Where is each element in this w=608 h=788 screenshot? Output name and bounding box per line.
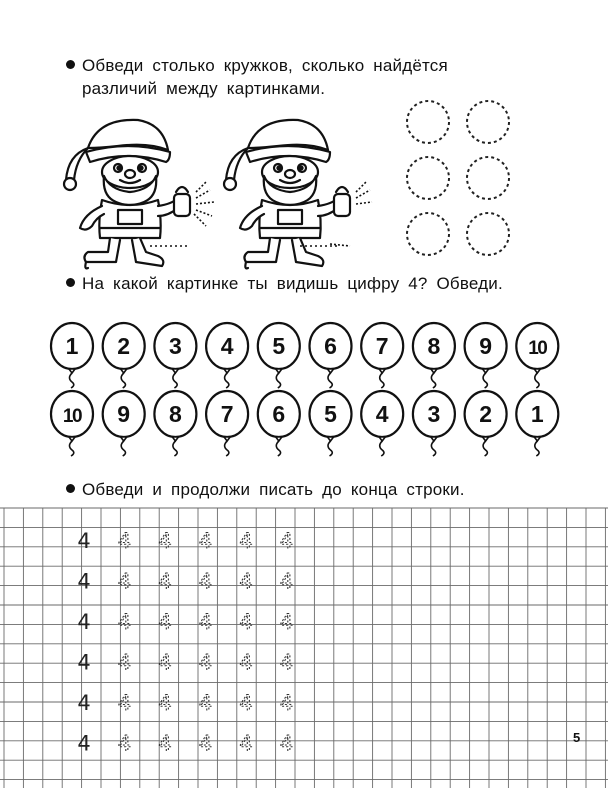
task-1-line-2: различий между картинками.: [82, 79, 326, 98]
balloon-number: 1: [530, 401, 544, 427]
balloon-number: 8: [427, 333, 441, 359]
trace-digit[interactable]: 4: [198, 650, 213, 675]
balloon-number: 3: [169, 333, 182, 359]
trace-digit[interactable]: 4: [279, 691, 294, 715]
balloon-number: 1: [65, 333, 79, 359]
sample-digit: 4: [77, 569, 91, 594]
balloon-number: 4: [220, 333, 234, 359]
trace-digit[interactable]: 4: [239, 529, 253, 553]
trace-digit[interactable]: 4: [279, 731, 294, 756]
balloon-number: 9: [479, 333, 492, 359]
trace-digit[interactable]: 4: [239, 569, 253, 594]
trace-digit[interactable]: 4: [117, 569, 132, 594]
balloon-number: 6: [272, 401, 286, 427]
trace-digit[interactable]: 4: [158, 691, 172, 715]
trace-digit[interactable]: 4: [158, 650, 172, 675]
task-2-line-1: На какой картинке ты видишь цифру 4? Обведи.: [82, 274, 503, 293]
trace-digit[interactable]: 4: [158, 610, 172, 634]
trace-digit[interactable]: 4: [117, 529, 132, 553]
page-number: 5: [573, 730, 581, 745]
balloon-number: 4: [375, 401, 389, 427]
balloon-number: 2: [117, 333, 131, 359]
balloon-number: 7: [220, 401, 234, 427]
balloon-number: 6: [324, 333, 337, 359]
balloon-number: 10: [62, 406, 82, 427]
trace-digit[interactable]: 4: [158, 569, 172, 594]
trace-digit[interactable]: 4: [239, 610, 253, 634]
trace-digit[interactable]: 4: [158, 731, 172, 756]
sample-digit: 4: [77, 650, 91, 675]
trace-digit[interactable]: 4: [279, 529, 294, 553]
balloon-number: 10: [528, 338, 547, 359]
trace-digit[interactable]: 4: [239, 731, 253, 756]
trace-digit[interactable]: 4: [198, 691, 213, 715]
trace-digit[interactable]: 4: [239, 691, 253, 715]
trace-digit[interactable]: 4: [279, 569, 294, 594]
trace-digit[interactable]: 4: [239, 650, 253, 675]
trace-digit[interactable]: 4: [279, 610, 294, 634]
balloon-number: 5: [324, 401, 337, 427]
trace-digit[interactable]: 4: [117, 650, 132, 675]
sample-digit: 4: [77, 610, 91, 634]
trace-digit[interactable]: 4: [198, 610, 213, 634]
trace-digit[interactable]: 4: [198, 529, 213, 553]
balloon-number: 9: [117, 401, 131, 427]
sample-digit: 4: [77, 529, 91, 553]
balloon-number: 2: [479, 401, 492, 427]
sample-digit: 4: [77, 691, 91, 715]
trace-digit[interactable]: 4: [158, 529, 172, 553]
trace-digit[interactable]: 4: [198, 569, 213, 594]
balloon-number: 7: [375, 333, 389, 359]
sample-digit: 4: [77, 731, 91, 756]
trace-digit[interactable]: 4: [198, 731, 213, 756]
trace-digit[interactable]: 4: [117, 731, 132, 756]
balloon-number: 8: [169, 401, 182, 427]
balloon-number: 5: [272, 333, 286, 359]
trace-digit[interactable]: 4: [279, 650, 294, 675]
trace-digit[interactable]: 4: [117, 691, 132, 715]
task-3-line-1: Обведи и продолжи писать до конца строки.: [82, 480, 465, 499]
task-1-line-1: Обведи столько кружков, сколько найдётся: [82, 56, 448, 75]
balloon-number: 3: [427, 401, 441, 427]
trace-digit[interactable]: 4: [117, 610, 132, 634]
